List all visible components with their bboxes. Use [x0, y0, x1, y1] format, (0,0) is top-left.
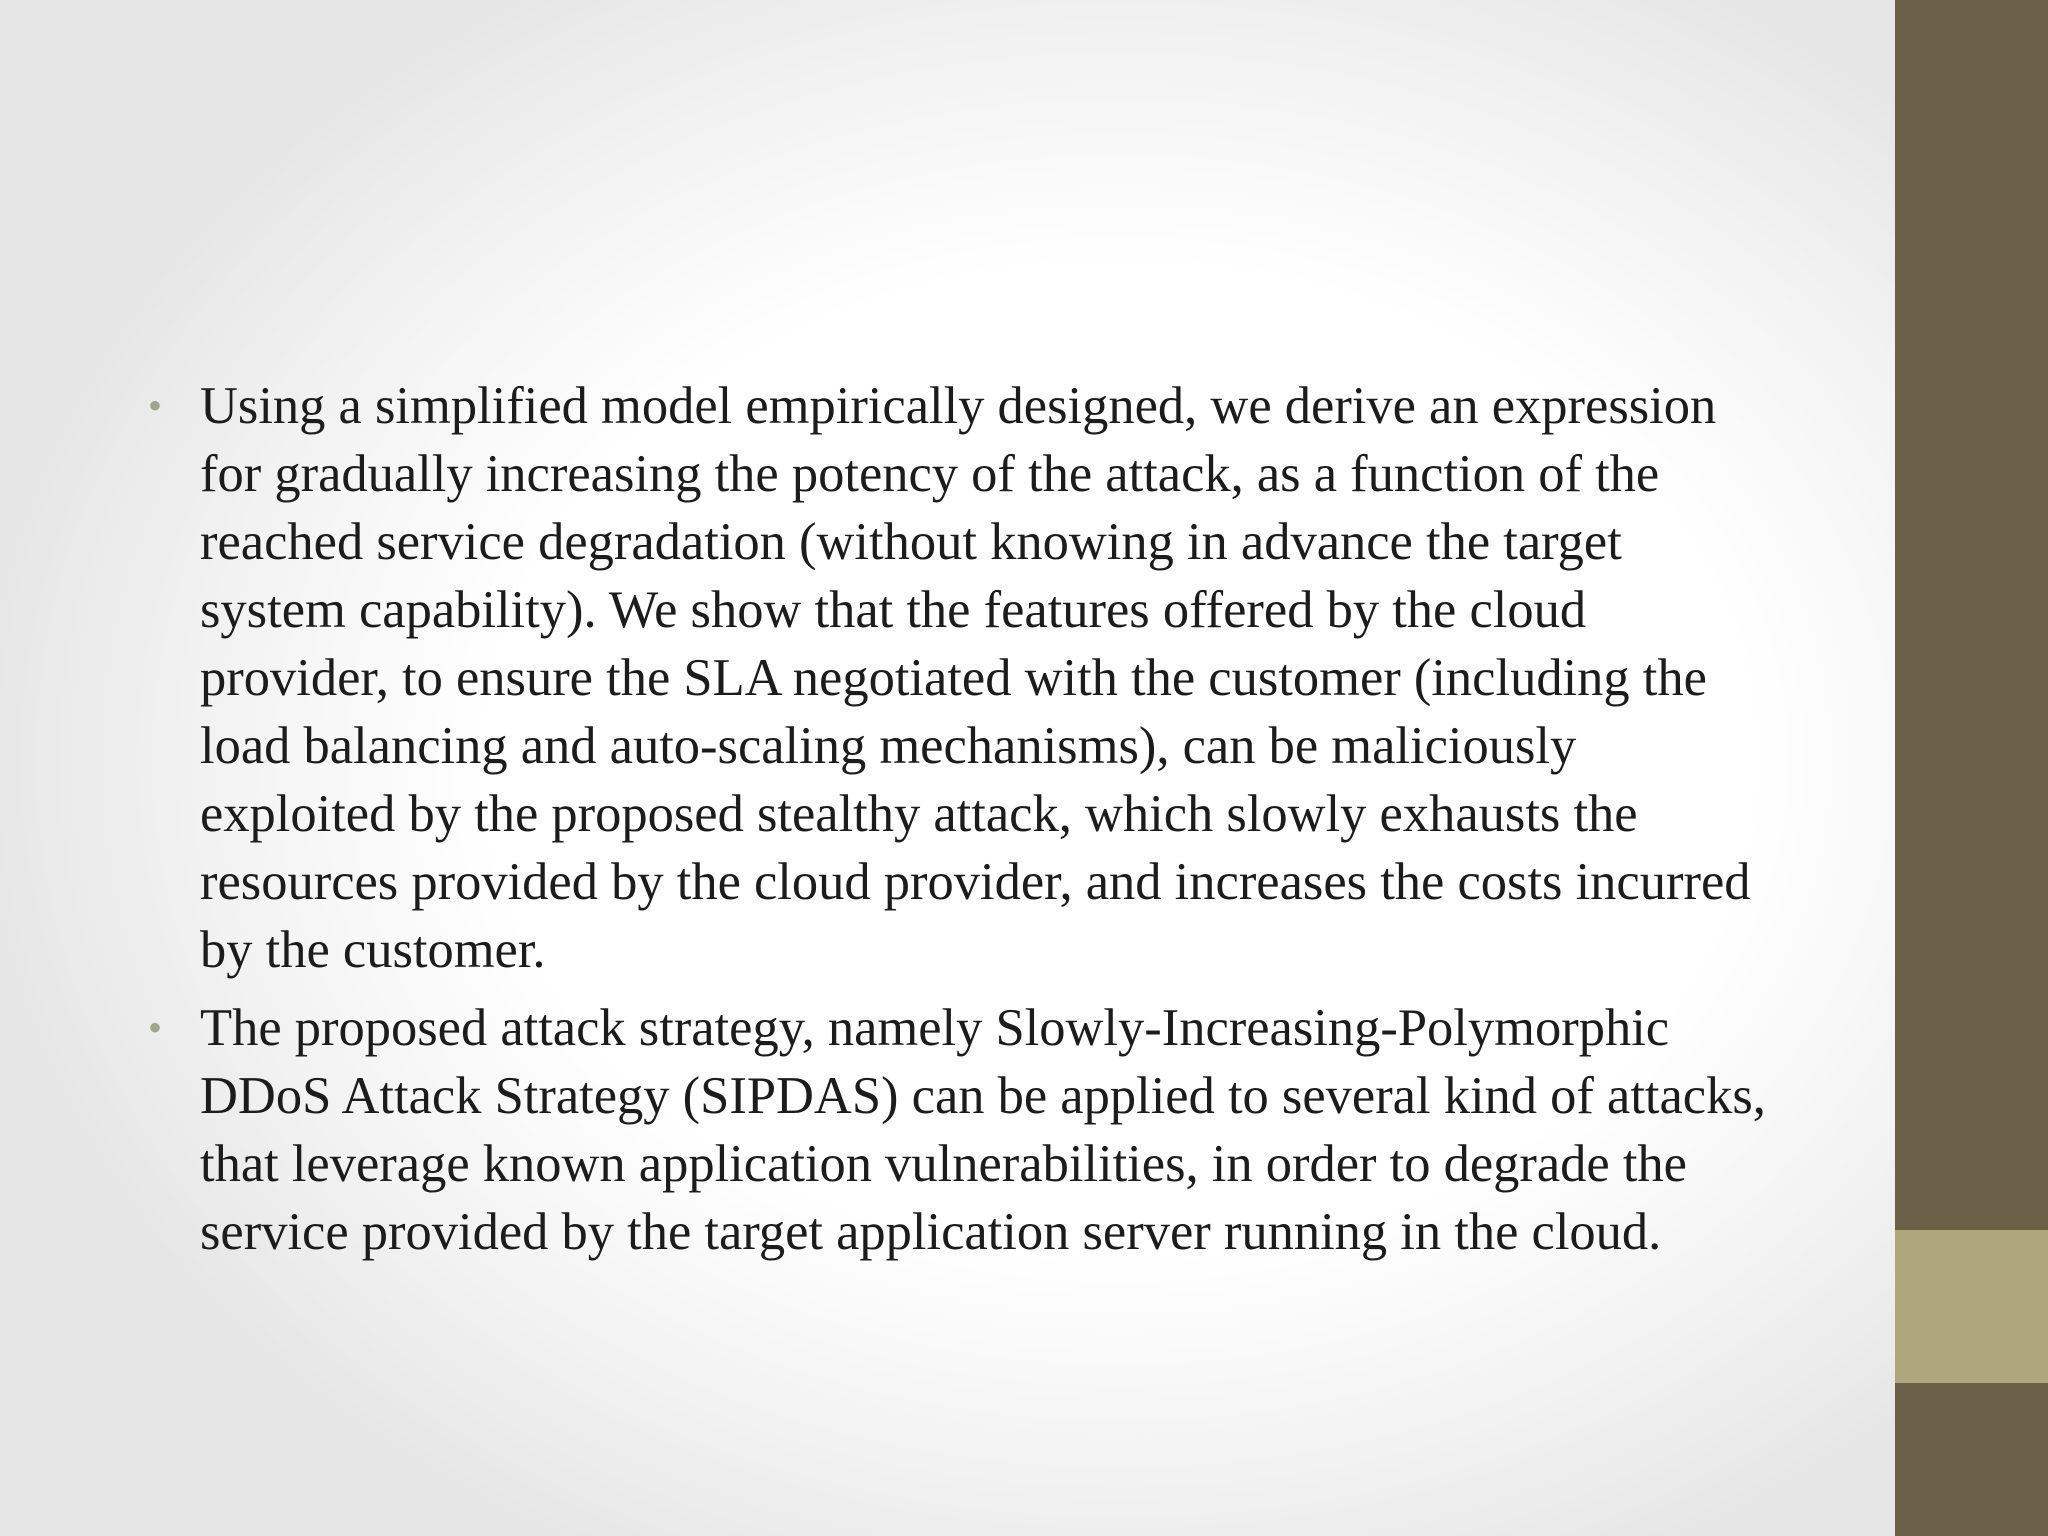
bullet-text: Using a simplified model empirically designed, we derive an expression for gradually increasing the potency of the attack, as a function of the reached service degradation (without knowing in advance the target system capability). We show that the features offered by the cloud provider, to ensure the SLA negotiated with the customer (including the load balancing and auto-scaling mechanisms), can be maliciously exploited by the proposed stealthy attack, which slowly exhausts the resources provided by the cloud provider, and increases the costs incurred by the customer.: [200, 377, 1751, 979]
bullet-text: The proposed attack strategy, namely Slowly-Increasing-Polymorphic DDoS Attack Strategy (SIPDAS) can be applied to several kind of attacks, that leverage known application vulnerabilities, in order to degrade the service provided by the target application server running in the cloud.: [200, 999, 1766, 1261]
bullet-marker: •: [148, 383, 163, 428]
bullet-item: [148, 994, 1768, 1266]
bullet-list: [148, 372, 1768, 1266]
side-decorative-accent-block: [1895, 1230, 2048, 1383]
bullet-item: [148, 372, 1768, 984]
slide-content: [148, 372, 1768, 1276]
bullet-marker: •: [148, 1005, 163, 1050]
